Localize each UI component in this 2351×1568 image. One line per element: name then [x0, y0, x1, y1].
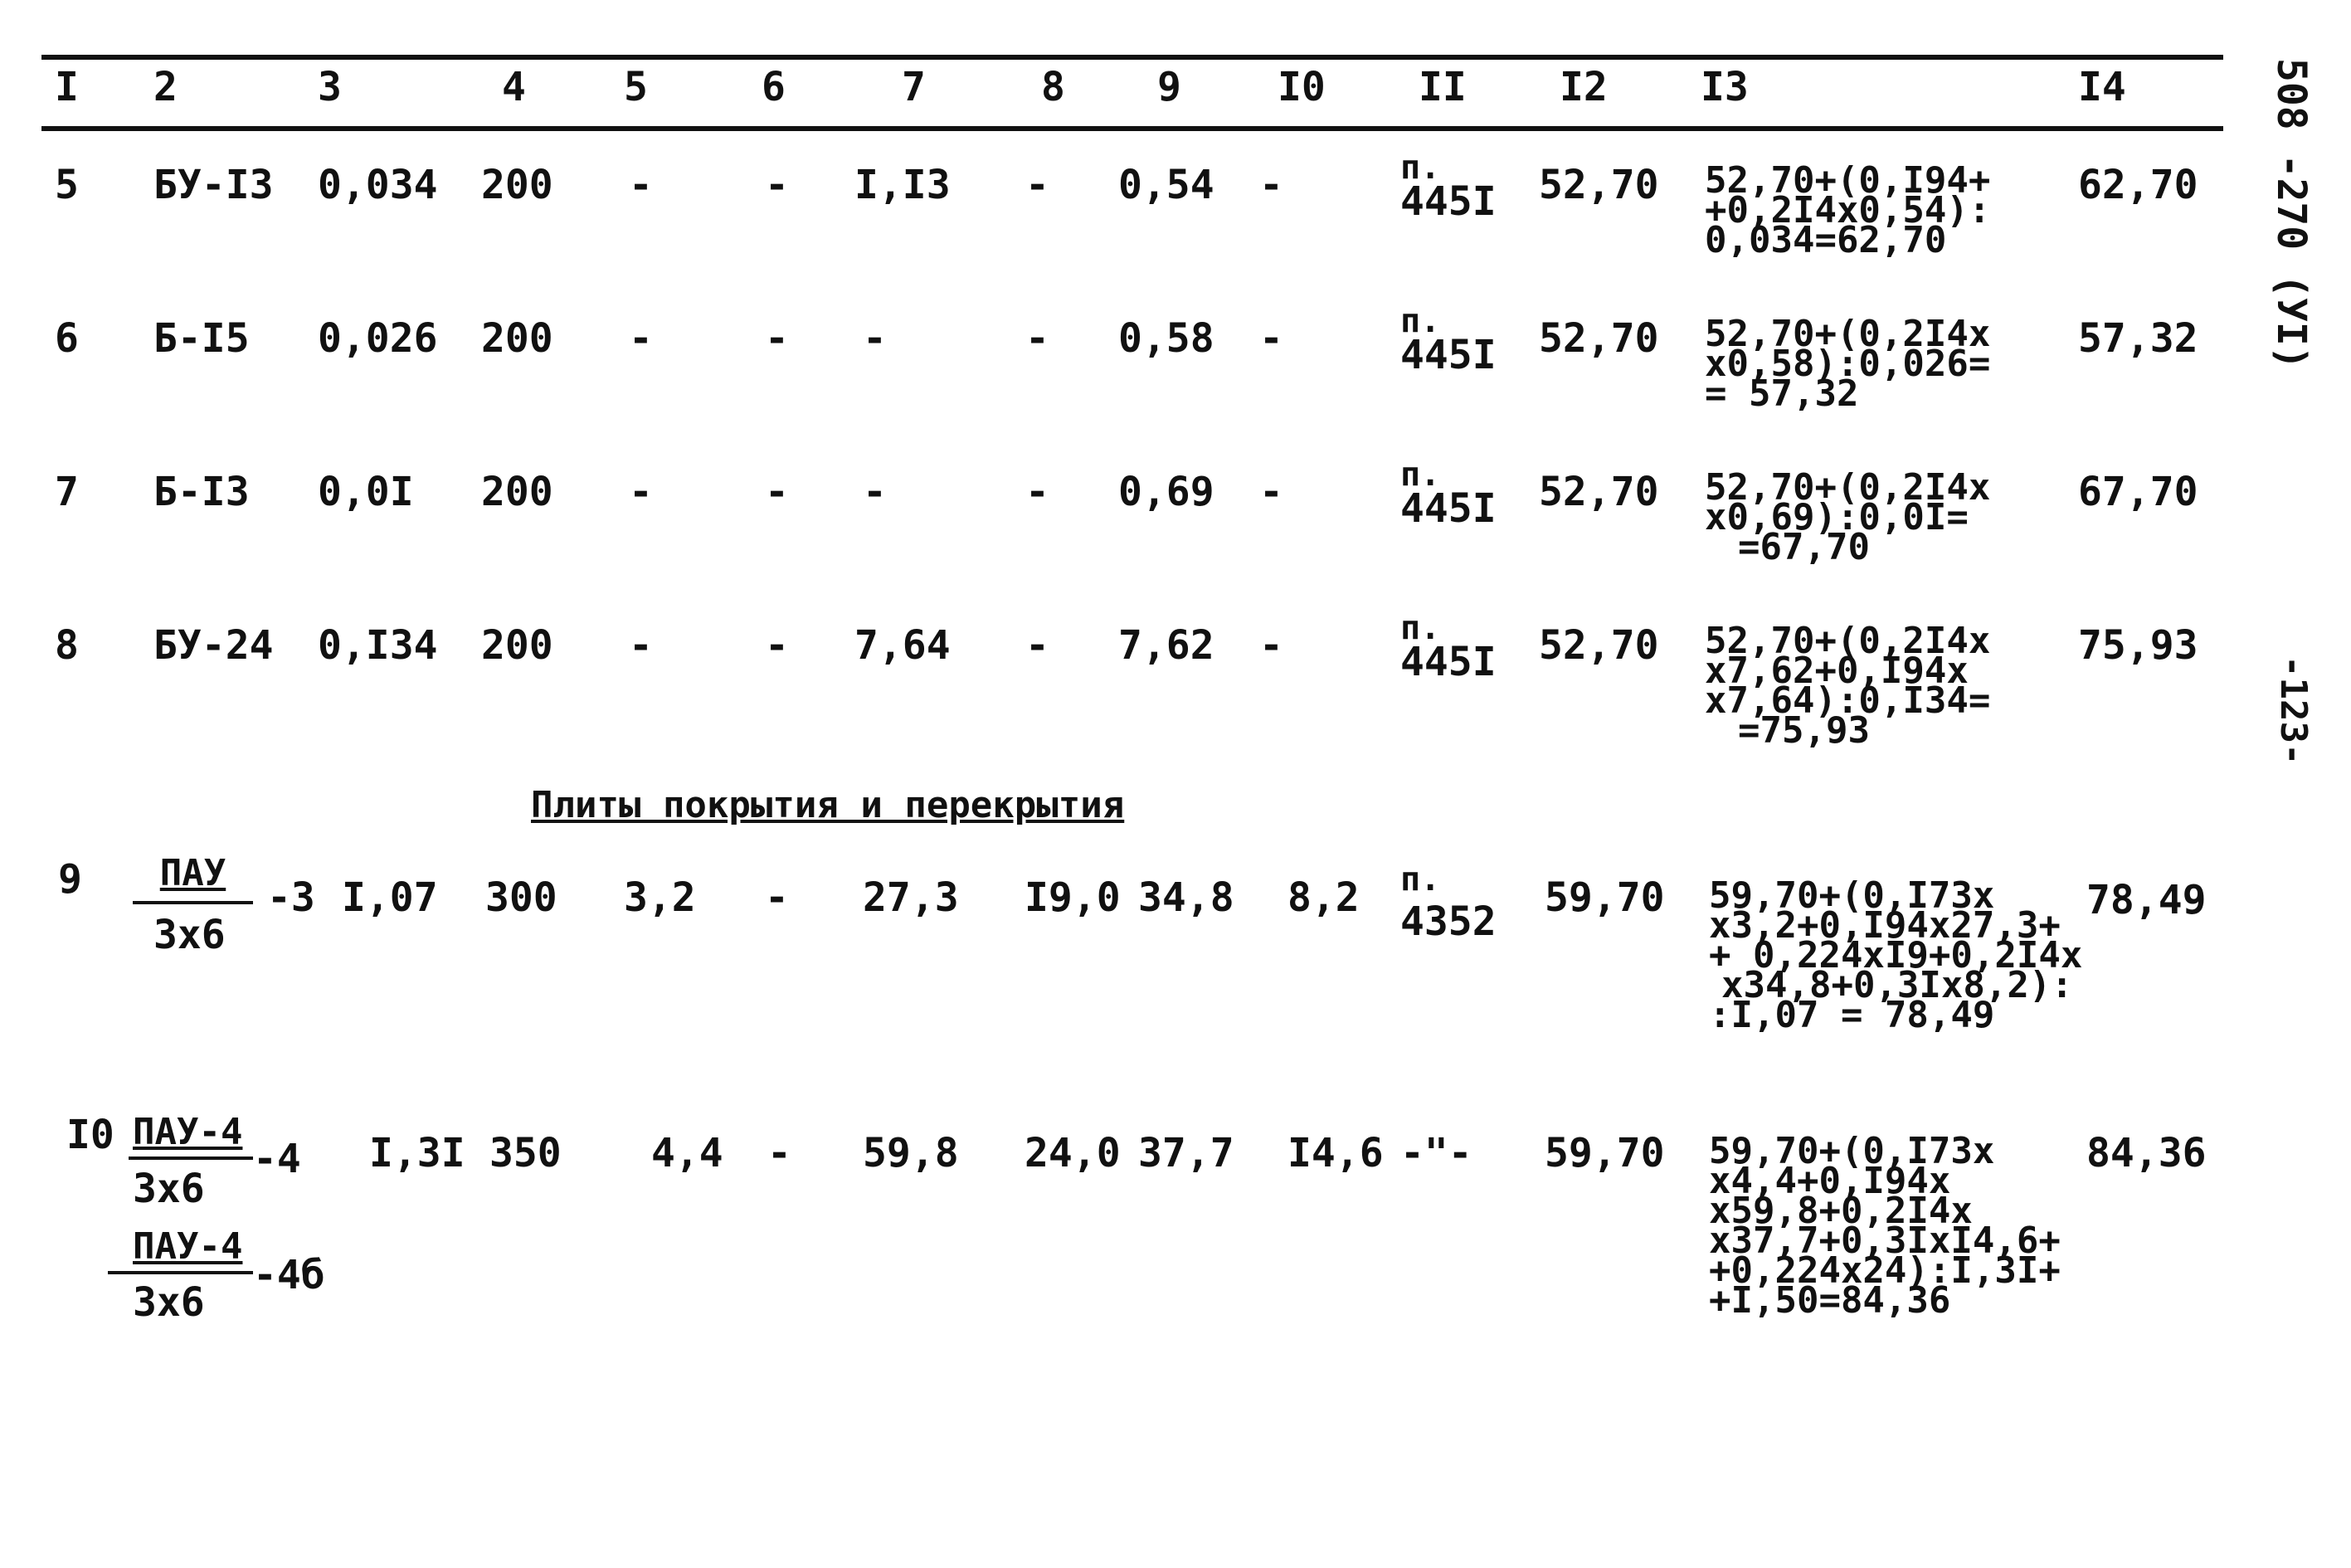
cell-8: - [1025, 162, 1049, 208]
row-number: 5 [55, 162, 79, 208]
cell-14: 67,70 [2078, 469, 2198, 515]
mark-suffix: -4б [253, 1252, 325, 1298]
col-header-3: 3 [318, 64, 342, 110]
mark-numerator: ПАУ-4 [133, 1111, 243, 1153]
calc-line: x3,2+0,I94x27,3+ [1709, 904, 2061, 947]
calc-line: 59,70+(0,I73x [1709, 874, 1995, 917]
calc-line: =75,93 [1738, 709, 1870, 752]
cell-12: 52,70 [1539, 162, 1659, 208]
cell-5: - [629, 622, 653, 669]
calc-line: 52,70+(0,2I4x [1705, 620, 1991, 662]
header-rule [41, 126, 2223, 131]
cell-5: - [629, 162, 653, 208]
calc-line: :I,07 = 78,49 [1709, 994, 1995, 1036]
cell-14: 62,70 [2078, 162, 2198, 208]
calc-line: x7,62+0,I94x [1705, 650, 1969, 692]
cell-4: 200 [481, 162, 553, 208]
fraction-line [108, 1271, 253, 1274]
cell-11: 4352 [1400, 898, 1497, 945]
calc-line: + 0,224xI9+0,2I4x [1709, 934, 2083, 976]
calc-line: = 57,32 [1705, 373, 1859, 415]
cell-3: I,07 [342, 874, 438, 921]
cell-11-prefix: п. [1400, 302, 1441, 340]
cell-7: - [863, 315, 887, 362]
calc-line: 52,70+(0,2I4x [1705, 466, 1991, 509]
cell-9: 0,58 [1118, 315, 1214, 362]
mark-suffix: -3 [267, 874, 315, 921]
col-header-8: 8 [1041, 64, 1065, 110]
cell-5: - [629, 469, 653, 515]
mark-numerator: ПАУ [159, 852, 226, 894]
cell-14: 57,32 [2078, 315, 2198, 362]
mark-cell: БУ-24 [153, 622, 274, 669]
col-header-14: I4 [2078, 64, 2126, 110]
calc-line: x59,8+0,2I4x [1709, 1190, 1973, 1232]
calc-line: +0,2I4x0,54): [1705, 189, 1991, 231]
cell-7: I,I3 [854, 162, 951, 208]
cell-3: 0,026 [318, 315, 438, 362]
cell-5: 4,4 [651, 1130, 723, 1176]
cell-3: 0,I34 [318, 622, 438, 669]
cell-11-prefix: п. [1400, 455, 1441, 494]
cell-3: 0,0I [318, 469, 414, 515]
mark-denominator: 3x6 [133, 1279, 205, 1326]
calc-line: x0,69):0,0I= [1705, 496, 1969, 538]
cell-11: 445I [1400, 639, 1497, 685]
cell-12: 59,70 [1545, 874, 1665, 921]
row-number: I0 [66, 1112, 114, 1158]
cell-8: 24,0 [1025, 1130, 1121, 1176]
cell-12: 52,70 [1539, 622, 1659, 669]
calc-line: 52,70+(0,2I4x [1705, 313, 1991, 355]
mark-cell: Б-I5 [153, 315, 250, 362]
cell-4: 350 [489, 1130, 562, 1176]
cell-9: 0,69 [1118, 469, 1214, 515]
cell-6: - [765, 162, 789, 208]
cell-10: I4,6 [1287, 1130, 1384, 1176]
calc-line: x7,64):0,I34= [1705, 679, 1991, 722]
cell-14: 78,49 [2086, 877, 2207, 923]
cell-5: - [629, 315, 653, 362]
cell-4: 200 [481, 315, 553, 362]
mark-denominator: 3x6 [133, 1166, 205, 1212]
cell-11-prefix: п. [1400, 609, 1441, 647]
cell-11: 445I [1400, 332, 1497, 378]
cell-6: - [765, 469, 789, 515]
col-header-10: I0 [1278, 64, 1326, 110]
calc-line: x4,4+0,I94x [1709, 1160, 1951, 1202]
col-header-1: I [55, 64, 79, 110]
cell-9: 37,7 [1138, 1130, 1234, 1176]
col-header-11: II [1419, 64, 1467, 110]
cell-9: 34,8 [1138, 874, 1234, 921]
cell-4: 200 [481, 469, 553, 515]
calc-line: =67,70 [1738, 526, 1870, 568]
calc-line: +I,50=84,36 [1709, 1279, 1951, 1322]
row-number: 7 [55, 469, 79, 515]
cell-5: 3,2 [624, 874, 696, 921]
cell-10: - [1259, 469, 1283, 515]
cell-6: - [765, 622, 789, 669]
cell-14: 75,93 [2078, 622, 2198, 669]
cell-7: 27,3 [863, 874, 959, 921]
cell-12: 59,70 [1545, 1130, 1665, 1176]
cell-3: 0,034 [318, 162, 438, 208]
row-number: 8 [55, 622, 79, 669]
fraction-line [133, 901, 253, 904]
cell-12: 52,70 [1539, 315, 1659, 362]
document-code: 508 -270 (УI) [2268, 58, 2314, 370]
col-header-5: 5 [624, 64, 648, 110]
col-header-6: 6 [762, 64, 786, 110]
calc-line: x37,7+0,3IxI4,6+ [1709, 1220, 2061, 1262]
cell-10: - [1259, 162, 1283, 208]
cell-4: 200 [481, 622, 553, 669]
row-number: 9 [58, 856, 82, 903]
cell-8: - [1025, 469, 1049, 515]
col-header-2: 2 [153, 64, 178, 110]
mark-denominator: 3x6 [153, 912, 226, 958]
col-header-13: I3 [1701, 64, 1749, 110]
cell-8: - [1025, 315, 1049, 362]
top-rule [41, 55, 2223, 60]
section-title: Плиты покрытия и перекрытия [531, 784, 1125, 826]
calc-line: 52,70+(0,I94+ [1705, 159, 1991, 202]
mark-fraction [133, 852, 253, 894]
cell-8: - [1025, 622, 1049, 669]
cell-10: - [1259, 622, 1283, 669]
cell-11: -"- [1400, 1130, 1472, 1176]
cell-6: - [767, 1130, 791, 1176]
cell-4: 300 [485, 874, 557, 921]
calc-line: +0,224x24):I,3I+ [1709, 1249, 2061, 1292]
cell-9: 7,62 [1118, 622, 1214, 669]
calc-line: 59,70+(0,I73x [1709, 1130, 1995, 1172]
calc-line: 0,034=62,70 [1705, 219, 1947, 261]
cell-7: - [863, 469, 887, 515]
calc-line: x34,8+0,3Ix8,2): [1721, 964, 2073, 1006]
cell-11: 445I [1400, 178, 1497, 225]
cell-3: I,3I [369, 1130, 465, 1176]
cell-6: - [765, 874, 789, 921]
mark-cell: БУ-I3 [153, 162, 274, 208]
row-number: 6 [55, 315, 79, 362]
page-number: -123- [2272, 655, 2314, 766]
fraction-line [129, 1157, 253, 1160]
col-header-7: 7 [902, 64, 926, 110]
col-header-9: 9 [1157, 64, 1181, 110]
calc-line: x0,58):0,026= [1705, 343, 1991, 385]
cell-11-prefix: п. [1400, 860, 1441, 898]
mark-suffix: -4 [253, 1136, 301, 1182]
cell-7: 7,64 [854, 622, 951, 669]
cell-6: - [765, 315, 789, 362]
cell-11: 445I [1400, 485, 1497, 532]
cell-11-prefix: п. [1400, 149, 1441, 187]
mark-cell: Б-I3 [153, 469, 250, 515]
cell-7: 59,8 [863, 1130, 959, 1176]
cell-8: I9,0 [1025, 874, 1121, 921]
cell-14: 84,36 [2086, 1130, 2207, 1176]
col-header-4: 4 [502, 64, 526, 110]
mark-numerator: ПАУ-4 [133, 1225, 243, 1268]
col-header-12: I2 [1560, 64, 1608, 110]
cell-10: - [1259, 315, 1283, 362]
cell-10: 8,2 [1287, 874, 1360, 921]
cell-9: 0,54 [1118, 162, 1214, 208]
cell-12: 52,70 [1539, 469, 1659, 515]
